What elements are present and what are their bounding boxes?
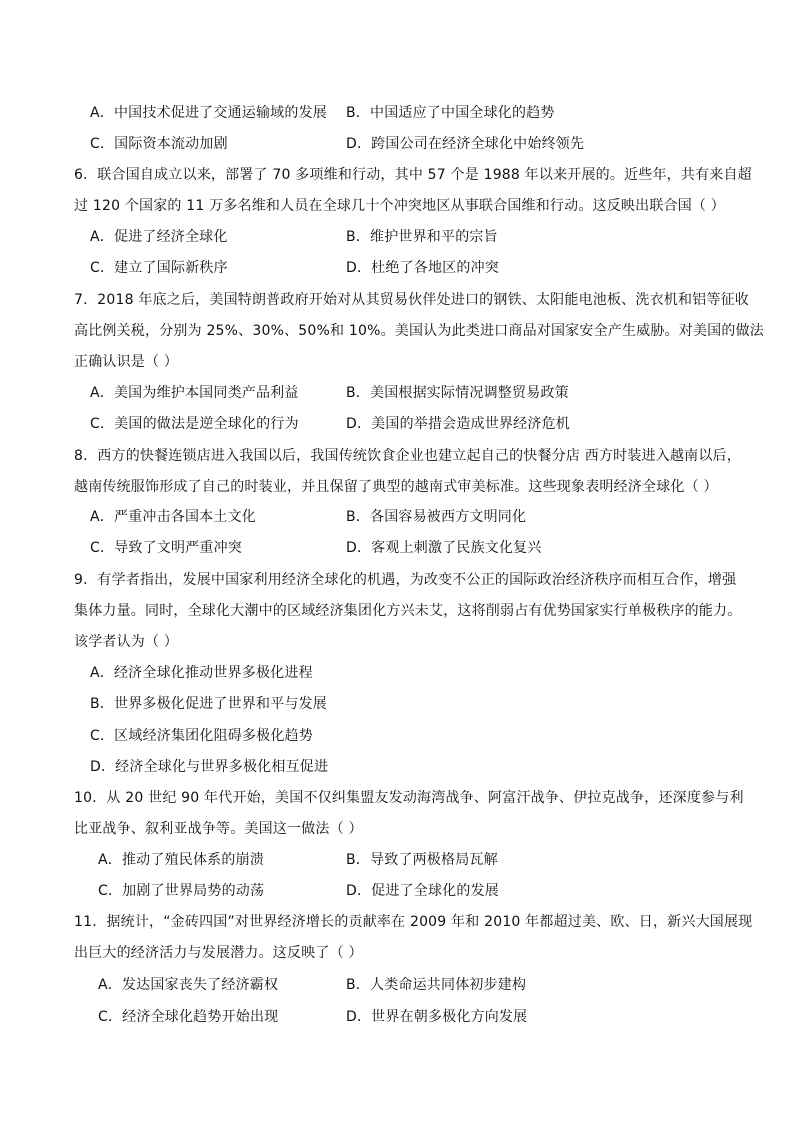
q11-option-b: B．人类命运共同体初步建构 [346, 977, 527, 993]
q8-option-b: B．各国容易被西方文明同化 [346, 509, 527, 525]
q11-option-d: D．世界在朝多极化方向发展 [346, 1009, 528, 1025]
question-11-stem [74, 913, 753, 975]
q10-option-d: D．促进了全球化的发展 [346, 883, 499, 899]
question-7-line-1: 7．2018 年底之后，美国特朗普政府开始对从其贸易伙伴处进口的钢铁、太阳能电池板、洗衣机和铝等征收 [74, 292, 749, 308]
q7-option-c: C．美国的做法是逆全球化的行为 [90, 416, 299, 432]
question-6-stem [74, 166, 752, 228]
question-10-line-2: 比亚战争、叙利亚战争等。美国这一做法（ ） [74, 821, 363, 837]
q6-option-d: D．杜绝了各地区的冲突 [346, 260, 499, 276]
q10-option-a: A．推动了殖民体系的崩溃 [98, 852, 264, 868]
question-8-line-1: 8．西方的快餐连锁店进入我国以后，我国传统饮食企业也建立起自己的快餐分店 西方时装进入越南以后， [74, 448, 741, 464]
question-8-stem [74, 447, 741, 509]
question-11-line-1: 11．据统计，“金砖四国”对世界经济增长的贡献率在 2009 年和 2010 年都超过美、欧、日，新兴大国展现 [74, 914, 753, 930]
question-9-line-3: 该学者认为（ ） [74, 634, 179, 650]
q11-option-c: C．经济全球化趋势开始出现 [98, 1009, 279, 1025]
q8-option-d: D．客观上刺激了民族文化复兴 [346, 540, 542, 556]
q10-option-c: C．加剧了世界局势的动荡 [98, 883, 265, 899]
question-8-line-2: 越南传统服饰形成了自己的时装业，并且保留了典型的越南式审美标准。这些现象表明经济全球化（ ） [74, 479, 718, 495]
q11-option-a: A．发达国家丧失了经济霸权 [98, 977, 279, 993]
question-11-line-2: 出巨大的经济活力与发展潜力。这反映了（ ） [74, 945, 363, 961]
q10-option-b: B．导致了两极格局瓦解 [346, 852, 498, 868]
q6-option-a: A．促进了经济全球化 [90, 229, 228, 245]
q6-option-c: C．建立了国际新秩序 [90, 260, 228, 276]
question-7-line-3: 正确认识是（ ） [74, 354, 179, 370]
q8-option-c: C．导致了文明严重冲突 [90, 540, 242, 556]
question-10-line-1: 10．从 20 世纪 90 年代开始，美国不仅纠集盟友发动海湾战争、阿富汗战争、伊拉克战争，还深度参与利 [74, 790, 744, 806]
question-6-line-1: 6．联合国自成立以来，部署了 70 多项维和行动，其中 57 个是 1988 年以来开展的。近些年，共有来自超 [74, 167, 752, 183]
question-6-line-2: 过 120 个国家的 11 万多名维和人员在全球几十个冲突地区从事联合国维和行动。这反映出联合国（ ） [74, 198, 725, 214]
question-7-line-2: 高比例关税，分别为 25%、30%、50%和 10%。美国认为此类进口商品对国家安全产生威胁。对美国的做法 [74, 323, 764, 339]
q5-option-d: D．跨国公司在经济全球化中始终领先 [346, 136, 585, 152]
q8-option-a: A．严重冲击各国本土文化 [90, 509, 256, 525]
question-7-stem [74, 291, 764, 384]
q7-option-b: B．美国根据实际情况调整贸易政策 [346, 385, 569, 401]
q7-option-d: D．美国的举措会造成世界经济危机 [346, 416, 570, 432]
q9-option-d: D．经济全球化与世界多极化相互促进 [90, 759, 329, 775]
question-10-stem [74, 789, 744, 851]
q9-option-c: C．区域经济集团化阻碍多极化趋势 [90, 728, 313, 744]
q7-option-a: A．美国为维护本国同类产品利益 [90, 385, 299, 401]
q5-option-b: B．中国适应了中国全球化的趋势 [346, 105, 555, 121]
question-9-line-1: 9．有学者指出，发展中国家利用经济全球化的机遇，为改变不公正的国际政治经济秩序而相互合作，增强 [74, 572, 737, 588]
question-9-line-2: 集体力量。同时，全球化大潮中的区域经济集团化方兴未艾，这将削弱占有优势国家实行单极秩序的能力。 [74, 603, 742, 619]
q9-option-b: B．世界多极化促进了世界和平与发展 [90, 696, 328, 712]
q9-option-a: A．经济全球化推动世界多极化进程 [90, 665, 313, 681]
question-9-stem [74, 571, 742, 664]
q5-option-a: A．中国技术促进了交通运输域的发展 [90, 105, 327, 121]
q6-option-b: B．维护世界和平的宗旨 [346, 229, 498, 245]
q5-option-c: C．国际资本流动加剧 [90, 136, 228, 152]
